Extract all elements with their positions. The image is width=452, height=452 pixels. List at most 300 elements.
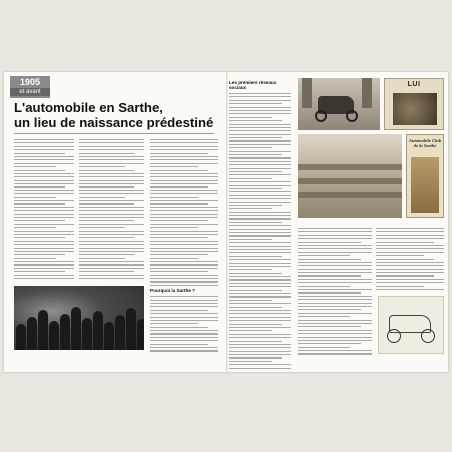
text-line bbox=[150, 166, 198, 167]
tree-shape bbox=[302, 78, 312, 108]
text-line bbox=[14, 258, 56, 259]
car-wheel bbox=[315, 110, 327, 122]
text-line bbox=[79, 264, 144, 265]
text-line bbox=[229, 320, 291, 321]
text-line bbox=[14, 173, 74, 174]
text-line bbox=[14, 207, 74, 208]
text-line bbox=[229, 140, 291, 141]
tree-shape bbox=[362, 78, 372, 108]
text-line bbox=[79, 146, 144, 147]
text-line bbox=[298, 313, 372, 314]
text-line bbox=[376, 282, 444, 283]
text-line bbox=[298, 275, 361, 276]
text-line bbox=[229, 124, 291, 125]
text-line bbox=[229, 151, 291, 152]
text-line bbox=[150, 139, 218, 140]
text-line bbox=[150, 142, 218, 143]
text-line bbox=[14, 271, 65, 272]
text-line bbox=[376, 286, 424, 287]
text-line bbox=[150, 344, 208, 345]
text-line bbox=[79, 180, 144, 181]
text-line bbox=[14, 220, 65, 221]
text-line bbox=[14, 183, 74, 184]
poster-title-line2: de la Sarthe bbox=[413, 143, 437, 149]
text-line bbox=[298, 265, 372, 266]
right-text-column-4 bbox=[376, 228, 444, 292]
crowd-figure bbox=[71, 307, 81, 350]
text-line bbox=[79, 268, 144, 269]
text-line bbox=[14, 180, 74, 181]
text-line bbox=[79, 183, 144, 184]
text-line bbox=[229, 120, 282, 121]
text-line bbox=[376, 275, 434, 276]
text-line bbox=[150, 180, 218, 181]
left-text-column-2 bbox=[79, 139, 144, 281]
text-line bbox=[298, 248, 372, 249]
text-line bbox=[14, 278, 74, 279]
text-line bbox=[79, 254, 134, 255]
text-line bbox=[150, 271, 208, 272]
text-line bbox=[376, 228, 444, 229]
text-line bbox=[229, 344, 291, 345]
text-line bbox=[150, 241, 218, 242]
text-line bbox=[229, 96, 291, 97]
text-line bbox=[14, 170, 65, 171]
text-line bbox=[150, 210, 218, 211]
crowd-figure bbox=[82, 318, 92, 350]
sketch-wheel bbox=[421, 329, 435, 343]
text-line bbox=[150, 186, 208, 187]
text-line bbox=[229, 161, 291, 162]
text-line bbox=[229, 357, 282, 358]
text-line bbox=[229, 313, 291, 314]
text-line bbox=[14, 139, 74, 140]
text-line bbox=[376, 262, 444, 263]
car-wheel bbox=[346, 110, 358, 122]
text-line bbox=[150, 193, 218, 194]
text-line bbox=[229, 283, 291, 284]
text-line bbox=[298, 269, 372, 270]
text-line bbox=[229, 232, 291, 233]
text-line bbox=[229, 310, 291, 311]
text-line bbox=[14, 203, 65, 204]
text-line bbox=[150, 237, 208, 238]
text-line bbox=[229, 259, 291, 260]
text-line bbox=[229, 117, 272, 118]
text-line bbox=[229, 164, 291, 165]
text-line bbox=[229, 212, 291, 213]
text-line bbox=[79, 237, 134, 238]
text-line bbox=[150, 197, 198, 198]
text-line bbox=[298, 228, 372, 229]
text-line bbox=[79, 207, 144, 208]
right-text-column-1 bbox=[229, 78, 291, 371]
text-line bbox=[229, 147, 272, 148]
text-line bbox=[229, 110, 291, 111]
crowd-figure bbox=[49, 321, 59, 350]
crowd-row bbox=[298, 192, 402, 198]
text-line bbox=[14, 261, 74, 262]
text-line bbox=[376, 245, 444, 246]
text-line bbox=[150, 153, 208, 154]
crowd-figure bbox=[93, 311, 103, 350]
section-heading: Pourquoi la Sarthe ? bbox=[150, 288, 195, 294]
text-line bbox=[14, 224, 74, 225]
text-line bbox=[14, 163, 74, 164]
text-line bbox=[229, 317, 291, 318]
text-line bbox=[79, 248, 144, 249]
chapter-title-line1: L'automobile en Sarthe, bbox=[14, 100, 163, 115]
text-line bbox=[150, 258, 198, 259]
text-line bbox=[14, 190, 74, 191]
text-line bbox=[79, 173, 144, 174]
text-line bbox=[14, 166, 56, 167]
text-line bbox=[376, 265, 444, 266]
automobile-club-poster bbox=[406, 134, 444, 218]
text-line bbox=[229, 205, 282, 206]
left-text-column-1 bbox=[14, 139, 74, 281]
text-line bbox=[229, 157, 291, 158]
text-line bbox=[229, 134, 291, 135]
text-line bbox=[229, 293, 291, 294]
text-line bbox=[79, 234, 144, 235]
text-line bbox=[298, 316, 350, 317]
poster-title bbox=[407, 138, 443, 148]
text-line bbox=[298, 309, 361, 310]
car-sketch-illustration bbox=[378, 296, 444, 354]
sketch-wheel bbox=[387, 329, 401, 343]
text-line bbox=[79, 166, 125, 167]
poster-title-line1: Automobile Club bbox=[408, 138, 442, 143]
text-line bbox=[150, 264, 218, 265]
text-line bbox=[150, 285, 218, 286]
page-gutter bbox=[226, 72, 228, 372]
text-line bbox=[150, 159, 218, 160]
text-line bbox=[229, 263, 291, 264]
text-line bbox=[229, 368, 291, 369]
text-line bbox=[229, 229, 291, 230]
text-line bbox=[229, 246, 291, 247]
text-line bbox=[229, 266, 291, 267]
text-line bbox=[14, 193, 74, 194]
text-line bbox=[376, 248, 444, 249]
text-line bbox=[79, 159, 144, 160]
text-line bbox=[14, 275, 74, 276]
text-line bbox=[150, 350, 218, 351]
text-line bbox=[376, 252, 444, 253]
text-line bbox=[14, 200, 74, 201]
text-line bbox=[150, 146, 218, 147]
text-line bbox=[229, 181, 291, 182]
text-line bbox=[14, 149, 74, 150]
text-line bbox=[229, 174, 291, 175]
text-line bbox=[150, 227, 198, 228]
text-line bbox=[229, 249, 291, 250]
text-line bbox=[229, 225, 291, 226]
crowd-figure bbox=[115, 315, 125, 350]
text-line bbox=[229, 303, 291, 304]
text-line bbox=[229, 327, 291, 328]
crowd-figure bbox=[60, 314, 70, 350]
text-line bbox=[229, 137, 282, 138]
text-line bbox=[298, 279, 372, 280]
text-line bbox=[79, 258, 125, 259]
text-line bbox=[298, 330, 372, 331]
text-line bbox=[14, 142, 74, 143]
crowd-figure bbox=[126, 308, 136, 350]
text-line bbox=[14, 197, 56, 198]
right-text-column-3 bbox=[298, 228, 372, 357]
text-line bbox=[229, 130, 291, 131]
text-line bbox=[229, 361, 272, 362]
text-line bbox=[298, 231, 372, 232]
text-line bbox=[79, 200, 144, 201]
text-line bbox=[298, 245, 372, 246]
text-line bbox=[150, 149, 218, 150]
text-line bbox=[79, 142, 144, 143]
text-line bbox=[298, 350, 372, 351]
text-line bbox=[14, 248, 74, 249]
text-line bbox=[150, 203, 208, 204]
text-line bbox=[150, 317, 218, 318]
text-line bbox=[79, 149, 144, 150]
text-line bbox=[150, 224, 218, 225]
text-line bbox=[229, 93, 291, 94]
text-line bbox=[298, 282, 372, 283]
text-line bbox=[14, 176, 74, 177]
text-line bbox=[150, 330, 218, 331]
text-line bbox=[298, 353, 372, 354]
text-line bbox=[376, 238, 444, 239]
text-line bbox=[229, 269, 272, 270]
crowd-row bbox=[298, 164, 402, 170]
text-line bbox=[79, 217, 144, 218]
text-line bbox=[150, 310, 208, 311]
text-line bbox=[229, 239, 272, 240]
text-line bbox=[79, 271, 134, 272]
text-line bbox=[229, 198, 291, 199]
text-line bbox=[229, 296, 291, 297]
text-line bbox=[14, 210, 74, 211]
early-car-photo bbox=[298, 78, 380, 130]
text-line bbox=[229, 330, 272, 331]
text-line bbox=[79, 176, 144, 177]
text-line bbox=[298, 272, 372, 273]
text-line bbox=[79, 210, 144, 211]
text-line bbox=[150, 200, 218, 201]
text-line bbox=[150, 268, 218, 269]
crowd-figure bbox=[137, 319, 144, 350]
text-line bbox=[298, 259, 361, 260]
text-line bbox=[150, 320, 218, 321]
text-line bbox=[150, 303, 218, 304]
text-line bbox=[150, 244, 218, 245]
text-line bbox=[150, 220, 208, 221]
text-line bbox=[229, 218, 291, 219]
text-line bbox=[150, 248, 218, 249]
text-line bbox=[150, 214, 218, 215]
text-line bbox=[229, 337, 291, 338]
text-line bbox=[14, 251, 74, 252]
text-line bbox=[229, 242, 291, 243]
crowd-figure bbox=[38, 310, 48, 350]
text-line bbox=[79, 241, 144, 242]
text-line bbox=[229, 256, 282, 257]
text-line bbox=[229, 208, 272, 209]
text-line bbox=[150, 231, 218, 232]
text-line bbox=[79, 163, 144, 164]
text-line bbox=[229, 290, 282, 291]
text-line bbox=[229, 202, 291, 203]
text-line bbox=[150, 278, 218, 279]
text-line bbox=[150, 347, 218, 348]
poster-art bbox=[411, 157, 439, 213]
text-line bbox=[298, 343, 361, 344]
text-line bbox=[79, 186, 134, 187]
text-line bbox=[229, 286, 291, 287]
text-line bbox=[150, 337, 218, 338]
text-line bbox=[229, 354, 291, 355]
year-sublabel: et avant bbox=[10, 88, 50, 96]
text-line bbox=[298, 337, 372, 338]
text-line bbox=[79, 153, 134, 154]
text-line bbox=[229, 107, 291, 108]
text-line bbox=[150, 156, 218, 157]
year-tab bbox=[10, 76, 50, 98]
text-line bbox=[298, 252, 372, 253]
text-line bbox=[229, 307, 282, 308]
text-line bbox=[150, 254, 208, 255]
text-line bbox=[229, 178, 272, 179]
text-line bbox=[150, 183, 218, 184]
section-heading: Les premiers réseaux sociaux bbox=[229, 80, 277, 90]
text-line bbox=[150, 333, 218, 334]
text-line bbox=[79, 203, 134, 204]
text-line bbox=[298, 299, 372, 300]
text-line bbox=[150, 261, 218, 262]
text-line bbox=[229, 215, 291, 216]
text-line bbox=[229, 154, 282, 155]
title-divider bbox=[14, 133, 214, 134]
text-line bbox=[14, 268, 74, 269]
year-label: 1905 bbox=[19, 77, 41, 87]
text-line bbox=[14, 146, 74, 147]
text-line bbox=[79, 231, 144, 232]
text-line bbox=[298, 238, 372, 239]
text-line bbox=[298, 255, 350, 256]
text-line bbox=[229, 100, 291, 101]
text-line bbox=[150, 323, 198, 324]
text-line bbox=[298, 296, 372, 297]
text-line bbox=[150, 340, 218, 341]
text-line bbox=[229, 191, 291, 192]
text-line bbox=[229, 235, 291, 236]
text-line bbox=[14, 231, 74, 232]
text-line bbox=[376, 279, 444, 280]
text-line bbox=[298, 320, 372, 321]
text-line bbox=[150, 163, 218, 164]
text-line bbox=[14, 254, 65, 255]
text-line bbox=[150, 234, 218, 235]
text-line bbox=[150, 306, 218, 307]
text-line bbox=[79, 251, 144, 252]
crowd-figure bbox=[16, 324, 26, 350]
text-line bbox=[298, 242, 361, 243]
text-line bbox=[79, 261, 144, 262]
chapter-title-line2: un lieu de naissance prédestiné bbox=[14, 115, 214, 130]
text-line bbox=[376, 289, 444, 290]
text-line bbox=[79, 190, 144, 191]
lui-poster bbox=[384, 78, 444, 130]
text-line bbox=[79, 139, 144, 140]
text-line bbox=[229, 324, 282, 325]
text-line bbox=[229, 127, 291, 128]
text-line bbox=[229, 195, 291, 196]
text-line bbox=[229, 171, 282, 172]
text-line bbox=[229, 351, 291, 352]
text-line bbox=[229, 185, 291, 186]
text-line bbox=[79, 244, 144, 245]
text-line bbox=[376, 242, 434, 243]
text-line bbox=[229, 103, 282, 104]
text-line bbox=[79, 156, 144, 157]
text-line bbox=[79, 170, 134, 171]
text-line bbox=[150, 281, 218, 282]
text-line bbox=[150, 275, 218, 276]
text-line bbox=[79, 278, 144, 279]
text-line bbox=[150, 327, 208, 328]
text-line bbox=[229, 273, 282, 274]
text-line bbox=[150, 176, 218, 177]
text-line bbox=[229, 341, 282, 342]
text-line bbox=[298, 303, 372, 304]
text-line bbox=[229, 188, 282, 189]
text-line bbox=[298, 340, 372, 341]
crowd-row bbox=[298, 178, 402, 184]
text-line bbox=[150, 217, 218, 218]
text-line bbox=[229, 334, 291, 335]
text-line bbox=[14, 244, 74, 245]
text-line bbox=[14, 186, 65, 187]
text-line bbox=[14, 214, 74, 215]
lui-poster-brand: LUI bbox=[407, 81, 421, 88]
text-line bbox=[376, 231, 444, 232]
left-text-column-3 bbox=[150, 139, 218, 354]
crowd-figure bbox=[104, 322, 114, 350]
text-line bbox=[298, 235, 372, 236]
text-line bbox=[150, 300, 218, 301]
text-line bbox=[229, 113, 291, 114]
text-line bbox=[79, 193, 144, 194]
chapter-title bbox=[14, 100, 219, 130]
text-line bbox=[150, 313, 218, 314]
text-line bbox=[150, 190, 218, 191]
text-line bbox=[14, 264, 74, 265]
grandstand-photo bbox=[298, 134, 402, 218]
text-line bbox=[14, 217, 74, 218]
text-line bbox=[229, 168, 291, 169]
text-line bbox=[298, 326, 361, 327]
text-line bbox=[298, 347, 350, 348]
text-line bbox=[298, 323, 372, 324]
text-line bbox=[298, 289, 372, 290]
text-line bbox=[376, 235, 444, 236]
text-line bbox=[376, 269, 444, 270]
text-line bbox=[150, 173, 218, 174]
text-line bbox=[150, 296, 218, 297]
text-line bbox=[79, 224, 144, 225]
text-line bbox=[376, 255, 424, 256]
